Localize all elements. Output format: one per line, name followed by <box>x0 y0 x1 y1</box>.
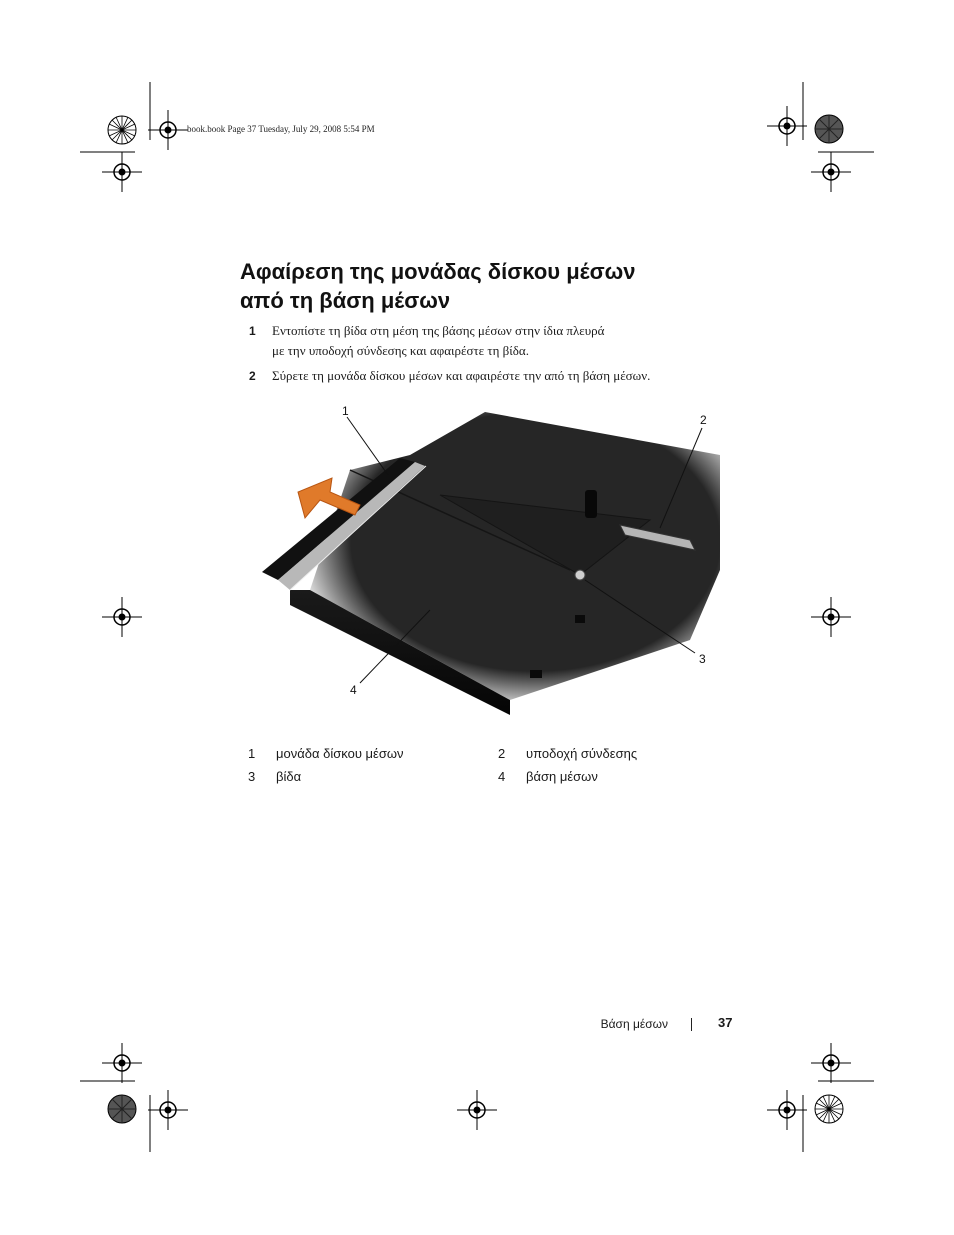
callout-2: 2 <box>700 413 707 427</box>
page-number: 37 <box>718 1015 733 1030</box>
latch-post <box>585 490 597 518</box>
registration-rosette-top-right <box>813 113 845 145</box>
legend-label-3: βίδα <box>276 769 302 784</box>
step-2-number: 2 <box>249 369 256 383</box>
registration-rosette-bottom-right <box>813 1093 845 1125</box>
media-base-top <box>310 412 720 700</box>
step-1-line-2: με την υποδοχή σύνδεσης και αφαιρέστε τη βίδα. <box>272 343 529 358</box>
callout-1: 1 <box>342 404 349 418</box>
step-1-text <box>272 321 722 361</box>
footer-divider <box>691 1018 692 1031</box>
registration-rosette-bottom-left <box>106 1093 138 1125</box>
callout-4: 4 <box>350 683 357 697</box>
legend-number-1: 1 <box>248 746 256 761</box>
page-title <box>240 257 635 315</box>
screw <box>575 570 585 580</box>
page-title-line-1: Αφαίρεση της μονάδας δίσκου μέσων <box>240 259 636 284</box>
media-base-illustration <box>250 400 720 720</box>
callout-3: 3 <box>699 652 706 666</box>
step-1-line-1: Εντοπίστε τη βίδα στη μέση της βάσης μέσων στην ίδια πλευρά <box>272 323 605 338</box>
step-2-text: Σύρετε τη μονάδα δίσκου μέσων και αφαιρέστε την από τη βάση μέσων. <box>272 368 651 383</box>
footer-section-title: Βάση μέσων <box>600 1017 668 1031</box>
page-title-line-2: από τη βάση μέσων <box>240 288 451 313</box>
legend-number-3: 3 <box>248 769 256 784</box>
legend-label-2: υποδοχή σύνδεσης <box>526 746 638 761</box>
registration-rosette-top-left <box>106 114 138 146</box>
step-1-number: 1 <box>249 324 256 338</box>
legend-label-1: μονάδα δίσκου μέσων <box>276 746 404 761</box>
legend-number-4: 4 <box>498 769 506 784</box>
legend-label-4: βάση μέσων <box>526 769 598 784</box>
print-header: book.book Page 37 Tuesday, July 29, 2008 5:54 PM <box>187 124 375 134</box>
legend-number-2: 2 <box>498 746 506 761</box>
